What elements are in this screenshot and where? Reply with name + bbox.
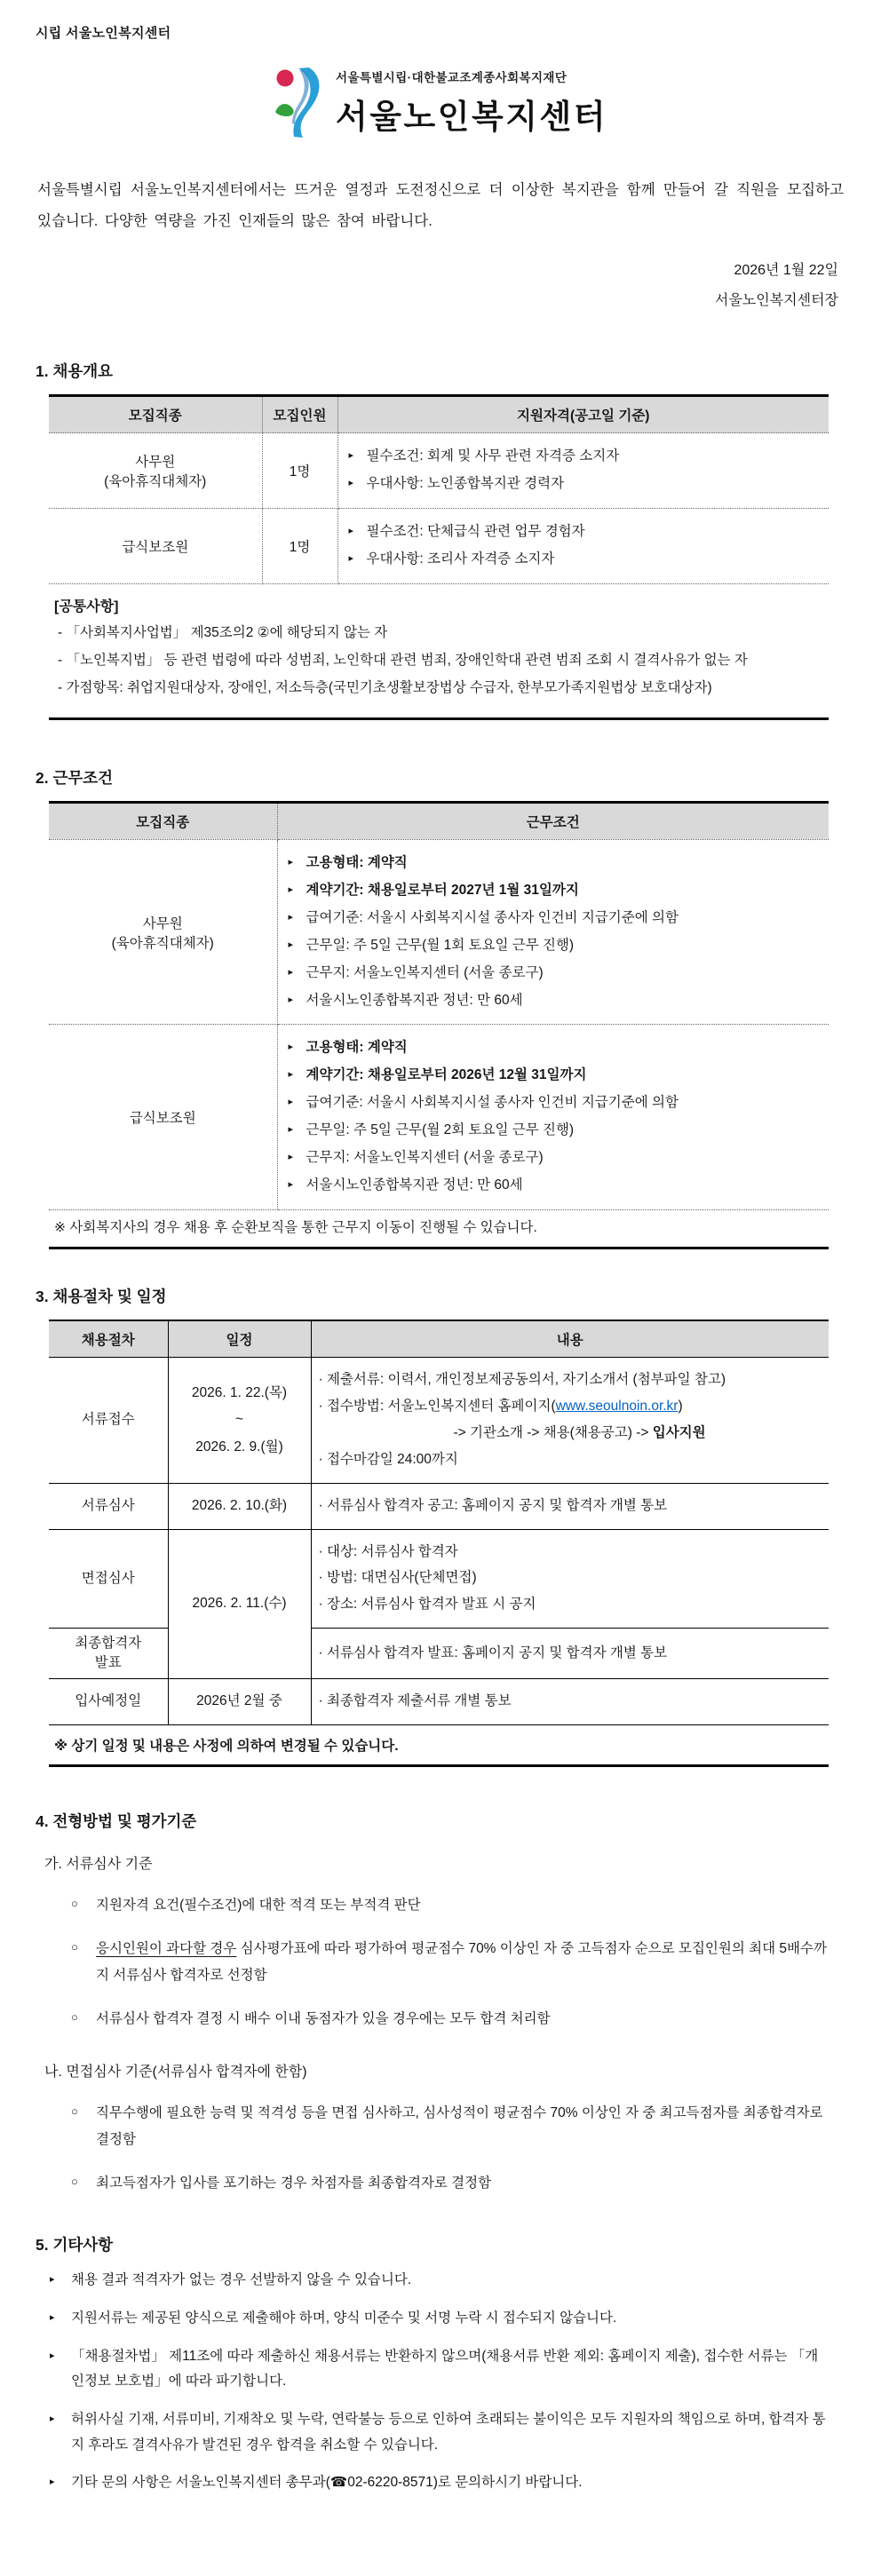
subsection-b-title: 나. 면접심사 기준(서류심사 합격자에 한함) (44, 2064, 307, 2080)
etc-item: ▸ 지원서류는 제공된 양식으로 제출해야 하며, 양식 미준수 및 서명 누락 시 접수되지 않습니다. (50, 2310, 617, 2326)
organization-logo (36, 61, 845, 143)
stage-cell: 입사예정일 (49, 1678, 168, 1724)
qualification-item: ▸ 우대사항: 조리사 자격증 소지자 (348, 551, 555, 567)
intro-paragraph: 서울특별시립 서울노인복지센터에서는 뜨거운 열정과 도전정신으로 더 이상한 복지관을 함께 만들어 갈 직원을 모집하고 있습니다. 다양한 역량을 가진 인재들의 많은 참여 바랍니다. (37, 182, 844, 229)
condition-item: ▸ 근무일: 주 5일 근무(월 2회 토요일 근무 진행) (288, 1122, 575, 1138)
condition-item: ▸ 급여기준: 서울시 사회복지시설 종사자 인건비 지급기준에 의함 (288, 909, 679, 925)
etc-item: ▸ 채용 결과 적격자가 없는 경우 선발하지 않을 수 있습니다. (50, 2272, 412, 2288)
content-cell (311, 1629, 829, 1678)
date-end: 2026. 2. 9.(월) (195, 1439, 283, 1455)
date-cell: 2026년 2월 중 (168, 1678, 311, 1724)
common-requirement-item: - 「노인복지법」 등 관련 법령에 따라 성범죄, 노인학대 관련 범죄, 장애인학대 관련 범죄 조회 시 결격사유가 없는 자 (58, 653, 748, 669)
table-row-joining-date (49, 1678, 829, 1724)
schedule-table (49, 1320, 829, 1767)
table-row-interview (49, 1529, 829, 1629)
common-requirements-title: [공통사항] (54, 599, 119, 615)
content-cell (311, 1529, 829, 1629)
table-row-document-screening (49, 1483, 829, 1529)
condition-item: ▸ 근무지: 서울노인복지센터 (서울 종로구) (288, 964, 544, 980)
column-header-qualification: 지원자격(공고일 기준) (337, 396, 829, 433)
triangle-bullet-icon: ▸ (288, 1152, 294, 1163)
condition-item: ▸ 서울시노인종합복지관 정년: 만 60세 (288, 992, 523, 1008)
note-row (49, 1724, 829, 1765)
job-name: 사무원 (135, 455, 176, 471)
underlined-phrase: 응시인원이 과다할 경우 (96, 1941, 237, 1957)
etc-item: ▸ 허위사실 기재, 서류미비, 기재착오 및 누락, 연락불능 등으로 인하여 초래되는 불이익은 모두 지원자의 책임으로 하며, 합격자 통지 후라도 결격사유가 발견된 경우 합격을 취소할 수 있습니다. (50, 2412, 826, 2453)
column-header-stage: 채용절차 (49, 1320, 168, 1358)
triangle-bullet-icon: ▸ (288, 884, 294, 895)
job-cell: 급식보조원 (49, 509, 262, 584)
criteria-item: ○ 직무수행에 필요한 능력 및 적격성 등을 면접 심사하고, 심사성적이 평균점수 70% 이상인 자 중 최고득점자를 최종합격자로 결정함 (69, 2100, 833, 2152)
stage-cell: 서류심사 (49, 1483, 168, 1529)
circle-bullet-icon: ○ (71, 1940, 78, 1954)
stage-cell: 서류접수 (49, 1357, 168, 1483)
logo-foundation-name: 서울특별시립·대한불교조계종사회복지재단 (336, 70, 567, 84)
content-line: · 대상: 서류심사 합격자 (318, 1543, 458, 1559)
job-subname: (육아휴직대체자) (111, 935, 214, 951)
date-cell (168, 1357, 311, 1483)
criteria-item: ○ 서류심사 합격자 결정 시 배수 이내 동점자가 있을 경우에는 모두 합격 처리함 (69, 2006, 833, 2032)
criteria-item: ○ 최고득점자가 입사를 포기하는 경우 차점자를 최종합격자로 결정함 (69, 2170, 833, 2196)
count-cell: 1명 (262, 433, 337, 509)
etc-item: ▸ 「채용절차법」 제11조에 따라 제출하신 채용서류는 반환하지 않으며(채용서류 반환 제외: 홈페이지 제출), 접수한 서류는 「개인정보 보호법」에 따라 파기합니다. (50, 2348, 819, 2390)
circle-bullet-icon: ○ (71, 2010, 78, 2025)
job-name: 사무원 (142, 915, 183, 931)
table-header-row (49, 1320, 829, 1358)
circle-bullet-icon: ○ (71, 2104, 78, 2119)
common-requirement-item: - 가점항목: 취업지원대상자, 장애인, 저소득층(국민기초생활보장법상 수급자, 한부모가족지원법상 보호대상자) (58, 680, 712, 695)
common-requirement-item: - 「사회복지사업법」 제35조의2 ②에 해당되지 않는 자 (58, 625, 388, 641)
subsection-a-title: 가. 서류심사 기준 (44, 1856, 153, 1872)
rotation-note: ※ 사회복지사의 경우 채용 후 순환보직을 통한 근무지 이동이 진행될 수 있습니다. (54, 1219, 537, 1235)
qualification-item: ▸ 필수조건: 회계 및 사무 관련 자격증 소지자 (348, 448, 620, 464)
conditions-cell (277, 839, 829, 1025)
content-line: · 제출서류: 이력서, 개인정보제공동의서, 자기소개서 (첨부파일 참고) (318, 1371, 726, 1387)
circle-bullet-icon: ○ (71, 2174, 78, 2188)
condition-item: ▸ 계약기간: 채용일로부터 2026년 12월 31일까지 (288, 1067, 587, 1083)
date-cell: 2026. 2. 10.(화) (168, 1483, 311, 1529)
content-line: · 서류심사 합격자 발표: 홈페이지 공지 및 합격자 개별 통보 (318, 1645, 668, 1661)
triangle-bullet-icon: ▸ (288, 994, 294, 1005)
note-row (49, 1209, 829, 1248)
date-tilde: ~ (234, 1412, 244, 1428)
table-header-row (49, 802, 829, 839)
content-line: · 접수방법: 서울노인복지센터 홈페이지(www.seoulnoin.or.kr) (318, 1398, 683, 1414)
content-cell (311, 1678, 829, 1724)
job-cell: 급식보조원 (49, 1025, 277, 1210)
table-row (49, 433, 829, 509)
working-conditions-table (49, 801, 829, 1249)
triangle-bullet-icon: ▸ (288, 1097, 294, 1108)
triangle-bullet-icon: ▸ (288, 1124, 294, 1136)
common-requirements (49, 584, 829, 719)
triangle-bullet-icon: ▸ (50, 2274, 55, 2286)
qualification-cell (337, 509, 829, 584)
triangle-bullet-icon: ▸ (50, 2350, 55, 2361)
section3-title: 3. 채용절차 및 일정 (36, 1287, 167, 1305)
qualification-item: ▸ 필수조건: 단체급식 관련 업무 경험자 (348, 524, 585, 540)
job-cell (49, 839, 277, 1025)
apply-menu-label: 입사지원 (652, 1424, 706, 1440)
column-header-date: 일정 (168, 1320, 311, 1358)
date-start: 2026. 1. 22.(목) (191, 1384, 288, 1400)
triangle-bullet-icon: ▸ (288, 1069, 294, 1081)
triangle-bullet-icon: ▸ (288, 966, 294, 978)
qualification-item: ▸ 우대사항: 노인종합복지관 경력자 (348, 476, 565, 492)
content-cell (311, 1357, 829, 1483)
section5-title: 5. 기타사항 (36, 2236, 114, 2255)
condition-item: ▸ 급여기준: 서울시 사회복지시설 종사자 인건비 지급기준에 의함 (288, 1095, 679, 1111)
condition-item: ▸ 계약기간: 채용일로부터 2027년 1월 31일까지 (288, 882, 579, 898)
website-link[interactable]: www.seoulnoin.or.kr (555, 1398, 679, 1414)
signer: 서울노인복지센터장 (714, 292, 838, 308)
column-header-conditions: 근무조건 (277, 802, 829, 839)
recruitment-overview-table (49, 394, 829, 719)
condition-item: ▸ 고용형태: 계약직 (288, 854, 408, 870)
table-row-document-submission (49, 1357, 829, 1483)
table-row (49, 839, 829, 1025)
etc-item: ▸ 기타 문의 사항은 서울노인복지센터 총무과(☎02-6220-8571)로 문의하시기 바랍니다. (50, 2475, 583, 2491)
content-line: · 방법: 대면심사(단체면접) (318, 1570, 477, 1586)
date-cell-merged: 2026. 2. 11.(수) (168, 1529, 311, 1678)
schedule-note: ※ 상기 일정 및 내용은 사정에 의하여 변경될 수 있습니다. (54, 1738, 399, 1754)
stage-cell: 면접심사 (49, 1529, 168, 1629)
job-subname: (육아휴직대체자) (104, 474, 207, 490)
condition-item: ▸ 근무지: 서울노인복지센터 (서울 종로구) (288, 1150, 544, 1166)
column-header-job: 모집직종 (49, 802, 277, 839)
logo-mark-icon (274, 67, 323, 138)
triangle-bullet-icon: ▸ (288, 1042, 294, 1053)
condition-item: ▸ 고용형태: 계약직 (288, 1040, 408, 1056)
triangle-bullet-icon: ▸ (50, 2414, 55, 2425)
triangle-bullet-icon: ▸ (348, 526, 354, 537)
logo-text (336, 67, 607, 138)
section2-title: 2. 근무조건 (36, 768, 114, 787)
criteria-item: ○ 지원자격 요건(필수조건)에 대한 적격 또는 부적격 판단 (69, 1892, 833, 1918)
triangle-bullet-icon: ▸ (288, 911, 294, 923)
triangle-bullet-icon: ▸ (348, 478, 354, 489)
content-cell (311, 1483, 829, 1529)
job-cell (49, 433, 262, 509)
content-line: · 서류심사 합격자 공고: 홈페이지 공지 및 합격자 개별 통보 (318, 1497, 668, 1513)
triangle-bullet-icon: ▸ (348, 553, 354, 565)
table-header-row (49, 396, 829, 433)
section4-title: 4. 전형방법 및 평가기준 (36, 1811, 197, 1830)
column-header-count: 모집인원 (262, 396, 337, 433)
notice-date: 2026년 1월 22일 (734, 263, 838, 279)
table-row-final-announcement (49, 1629, 829, 1678)
triangle-bullet-icon: ▸ (288, 1179, 294, 1191)
triangle-bullet-icon: ▸ (288, 856, 294, 868)
content-line: · 최종합격자 제출서류 개별 통보 (318, 1692, 512, 1708)
stage-cell: 최종합격자 발표 (49, 1629, 168, 1678)
column-header-content: 내용 (311, 1320, 829, 1358)
condition-item: ▸ 서울시노인종합복지관 정년: 만 60세 (288, 1177, 523, 1193)
conditions-cell (277, 1025, 829, 1210)
column-header-job: 모집직종 (49, 396, 262, 433)
content-line: · 장소: 서류심사 합격자 발표 시 공지 (318, 1597, 536, 1613)
table-row (49, 509, 829, 584)
circle-bullet-icon: ○ (71, 1896, 78, 1910)
triangle-bullet-icon: ▸ (50, 2312, 55, 2324)
condition-item: ▸ 근무일: 주 5일 근무(월 1회 토요일 근무 진행) (288, 937, 575, 953)
qualification-cell (337, 433, 829, 509)
count-cell: 1명 (262, 509, 337, 584)
triangle-bullet-icon: ▸ (50, 2477, 55, 2488)
common-requirements-row (49, 584, 829, 719)
triangle-bullet-icon: ▸ (348, 450, 354, 462)
content-line: · 접수마감일 24:00까지 (318, 1451, 458, 1467)
section1-title: 1. 채용개요 (36, 362, 114, 381)
criteria-item: ○ 응시인원이 과다할 경우 심사평가표에 따라 평가하여 평균점수 70% 이상인 자 중 고득점자 순으로 모집인원의 최대 5배수까지 서류심사 합격자로 선정함 (69, 1936, 833, 1988)
content-line: -> 기관소개 -> 채용(채용공고) -> 입사지원 (453, 1424, 706, 1440)
table-row (49, 1025, 829, 1210)
triangle-bullet-icon: ▸ (288, 939, 294, 950)
logo-center-name: 서울노인복지센터 (336, 98, 607, 135)
corner-label: 시립 서울노인복지센터 (36, 26, 171, 41)
